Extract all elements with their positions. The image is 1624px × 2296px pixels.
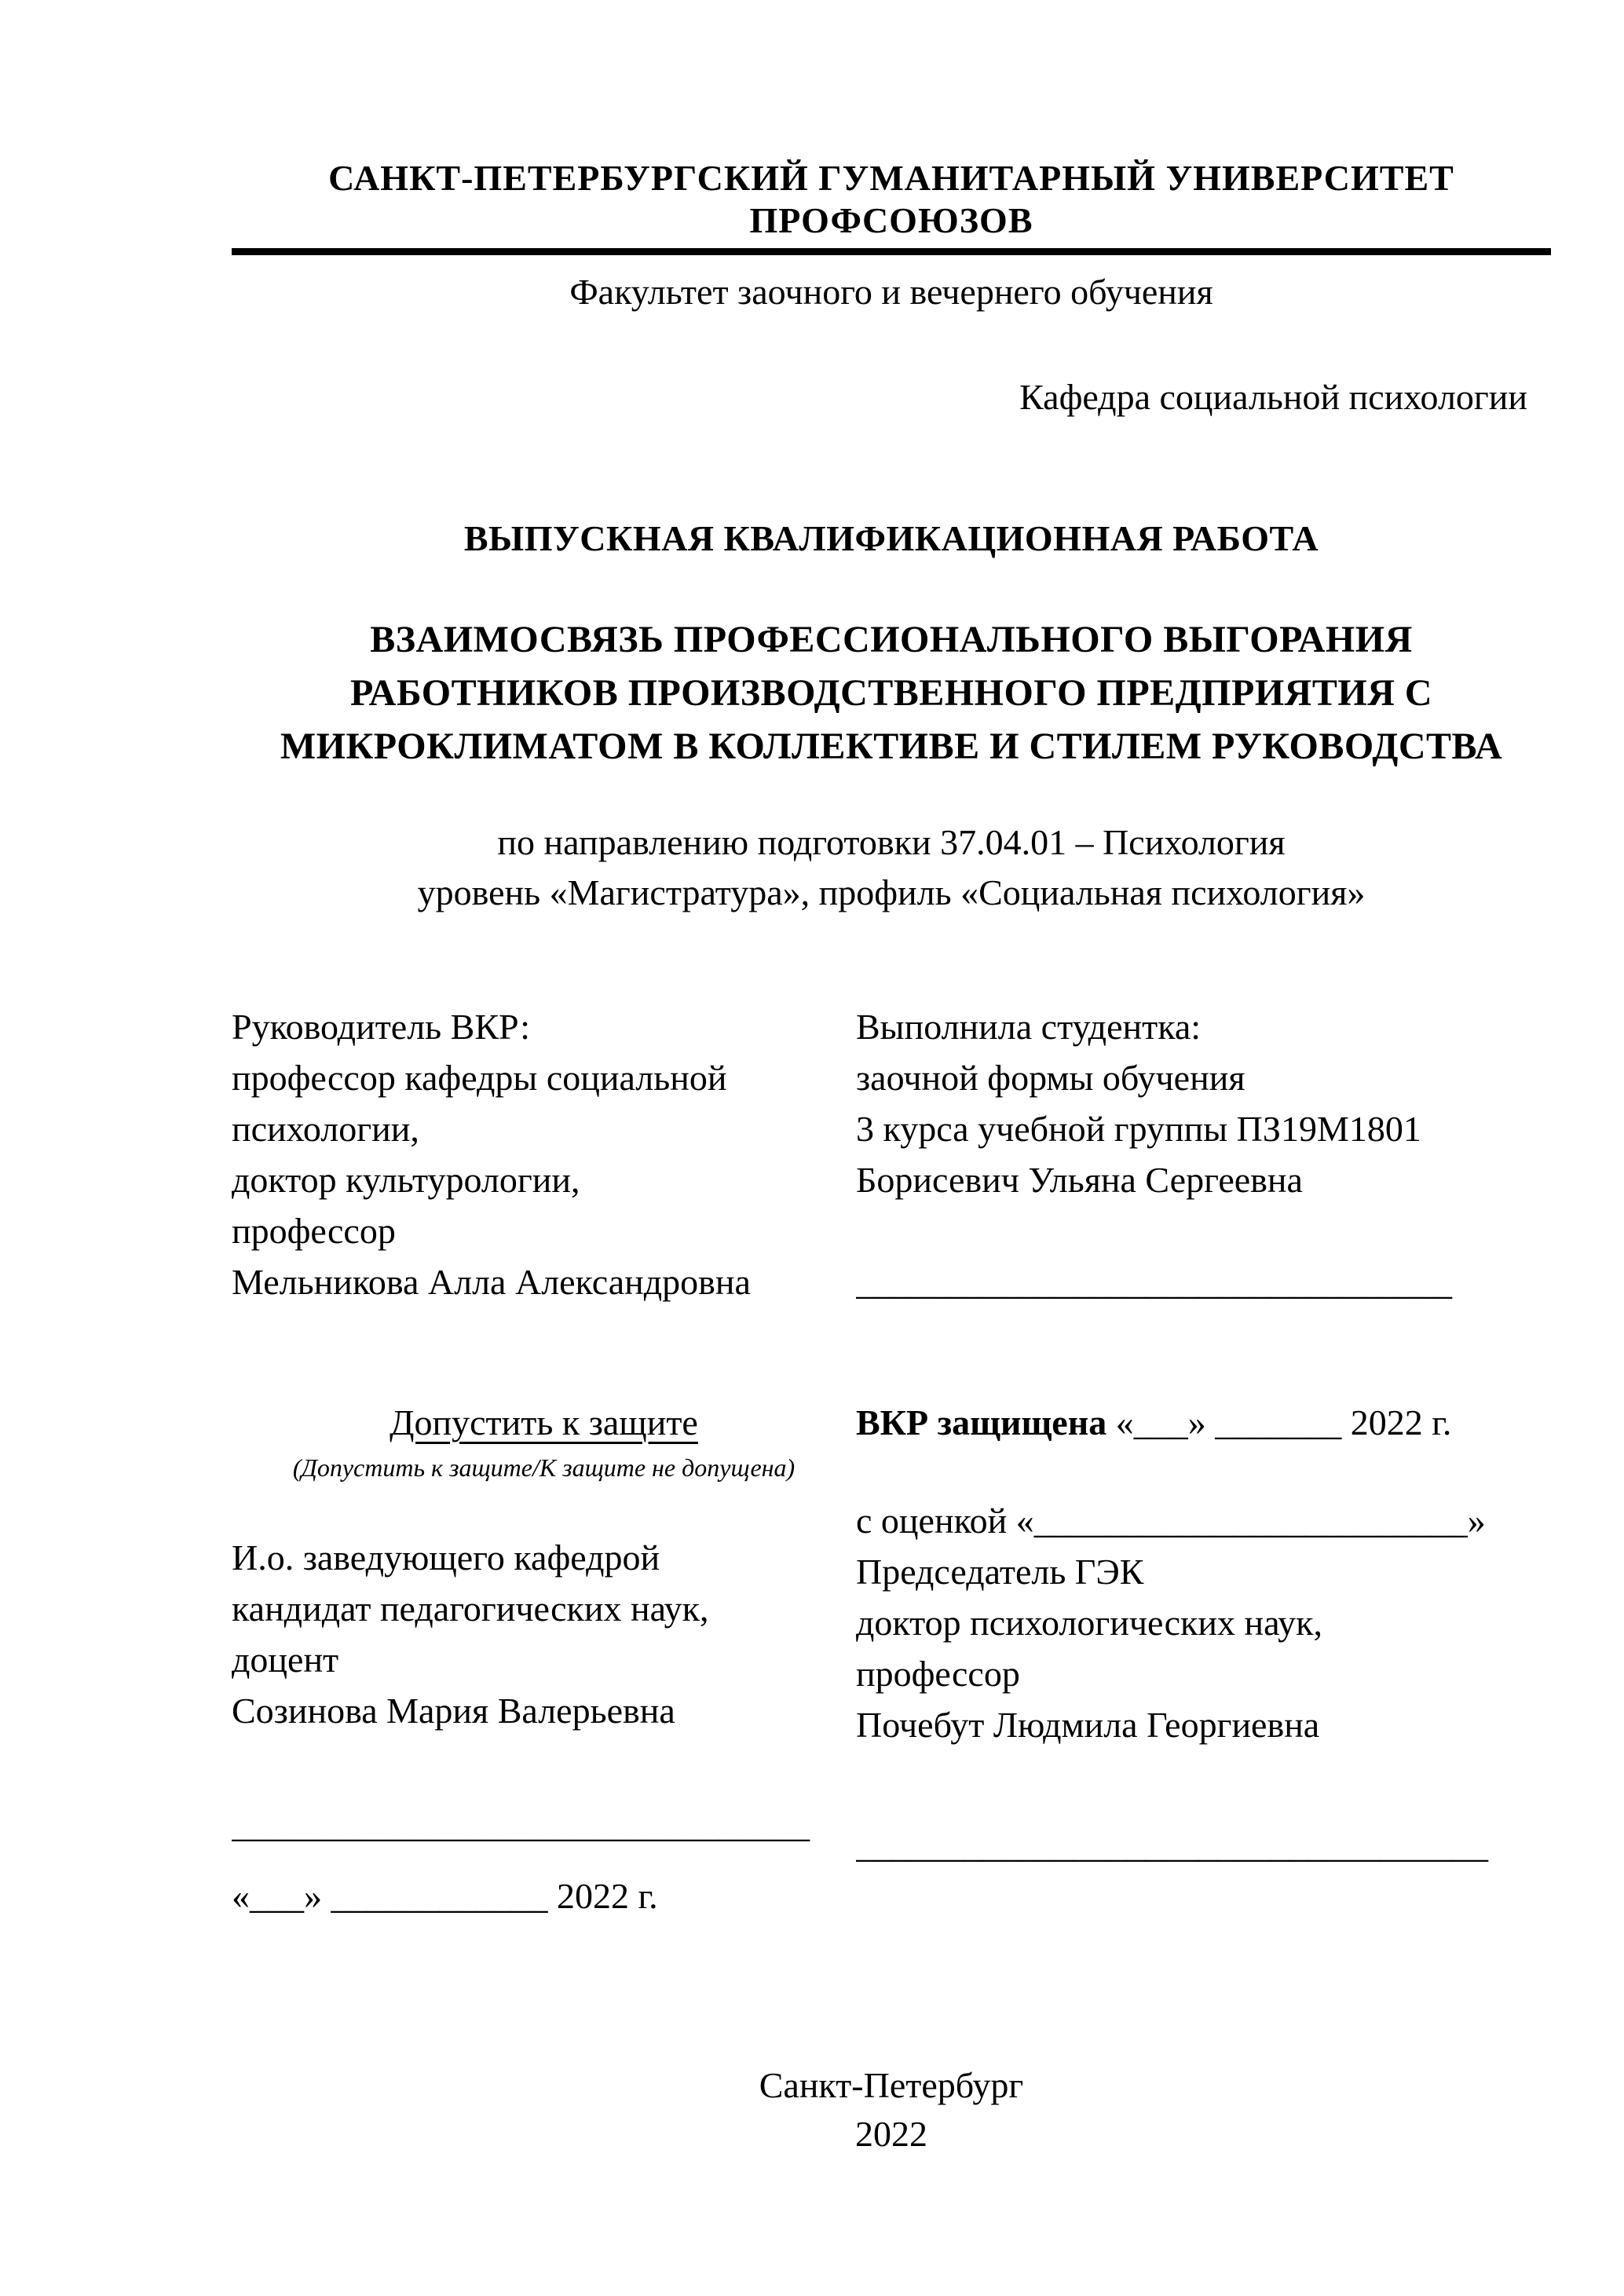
defense-status-label: ВКР защищена	[856, 1402, 1107, 1442]
student-detail-line-1: заочной формы обучения	[856, 1058, 1245, 1098]
student-name: Борисевич Ульяна Сергеевна	[856, 1160, 1303, 1200]
direction-line-1: по направлению подготовки 37.04.01 – Психология	[497, 822, 1286, 862]
chair-rank-line: профессор	[856, 1654, 1020, 1694]
official-position-line-1: И.о. заведующего кафедрой	[232, 1537, 660, 1578]
student-block	[856, 1001, 1551, 1307]
signatories-section	[232, 1001, 1551, 1921]
admission-official-block	[232, 1532, 856, 1736]
supervisor-position-line-1: профессор кафедры социальной	[232, 1058, 727, 1098]
defense-status-rest: «___» _______ 2022 г.	[1106, 1402, 1452, 1442]
official-position-line-2: кандидат педагогических наук,	[232, 1589, 709, 1629]
student-signature-line: _________________________________	[856, 1262, 1452, 1302]
thesis-title-line-2: РАБОТНИКОВ ПРОИЗВОДСТВЕННОГО ПРЕДПРИЯТИЯ С	[349, 672, 1433, 714]
supervisor-position-line-4: профессор	[232, 1211, 396, 1251]
student-label: Выполнила студентка:	[856, 1007, 1202, 1047]
footer-year: 2022	[855, 2114, 927, 2154]
direction-block	[232, 817, 1551, 918]
department-line: Кафедра социальной психологии	[1019, 377, 1527, 417]
chair-name: Почебут Людмила Георгиевна	[856, 1705, 1320, 1745]
direction-line-2: уровень «Магистратура», профиль «Социальная психология»	[417, 872, 1366, 912]
supervisor-block	[232, 1001, 856, 1307]
admission-signature-line: ________________________________	[232, 1804, 810, 1844]
thesis-title-line-3: МИКРОКЛИМАТОМ В КОЛЛЕКТИВЕ И СТИЛЕМ РУКОВОДСТВА	[280, 726, 1503, 767]
official-position-line-3: доцент	[232, 1640, 339, 1680]
thesis-title-line-1: ВЗАИМОСВЯЗЬ ПРОФЕССИОНАЛЬНОГО ВЫГОРАНИЯ	[370, 619, 1413, 660]
footer-city: Санкт-Петербург	[759, 2065, 1024, 2105]
admission-note: (Допустить к защите/К защите не допущена)	[292, 1453, 796, 1482]
admission-heading: Допустить к защите	[390, 1402, 698, 1442]
supervisor-position-line-3: доктор культурологии,	[232, 1160, 580, 1200]
defense-status-line	[856, 1397, 1551, 1448]
blank-line	[856, 1205, 1551, 1256]
chair-label-line: Председатель ГЭК	[856, 1552, 1144, 1592]
right-column	[856, 1001, 1551, 1921]
student-detail-line-2: 3 курса учебной группы ПЗ19М1801	[856, 1109, 1421, 1149]
grade-line: с оценкой «________________________»	[856, 1501, 1486, 1541]
admission-date-line: «___» ____________ 2022 г.	[232, 1876, 658, 1916]
chair-degree-line: доктор психологических наук,	[856, 1603, 1323, 1643]
header-divider	[232, 248, 1551, 255]
footer	[232, 2061, 1551, 2159]
supervisor-position-line-2: психологии,	[232, 1109, 419, 1149]
supervisor-name: Мельникова Алла Александровна	[232, 1262, 751, 1302]
thesis-title	[232, 613, 1551, 773]
defense-block	[856, 1495, 1551, 1750]
faculty-line: Факультет заочного и вечернего обучения	[569, 272, 1213, 312]
defense-signature-line: ___________________________________	[856, 1825, 1488, 1865]
work-type-heading: ВЫПУСКНАЯ КВАЛИФИКАЦИОННАЯ РАБОТА	[463, 518, 1319, 558]
university-name: САНКТ-ПЕТЕРБУРГСКИЙ ГУМАНИТАРНЫЙ УНИВЕРСИТЕТ ПРОФСОЮЗОВ	[328, 158, 1454, 240]
supervisor-label: Руководитель ВКР:	[232, 1007, 531, 1047]
left-column	[232, 1001, 856, 1921]
official-name: Созинова Мария Валерьевна	[232, 1691, 675, 1731]
